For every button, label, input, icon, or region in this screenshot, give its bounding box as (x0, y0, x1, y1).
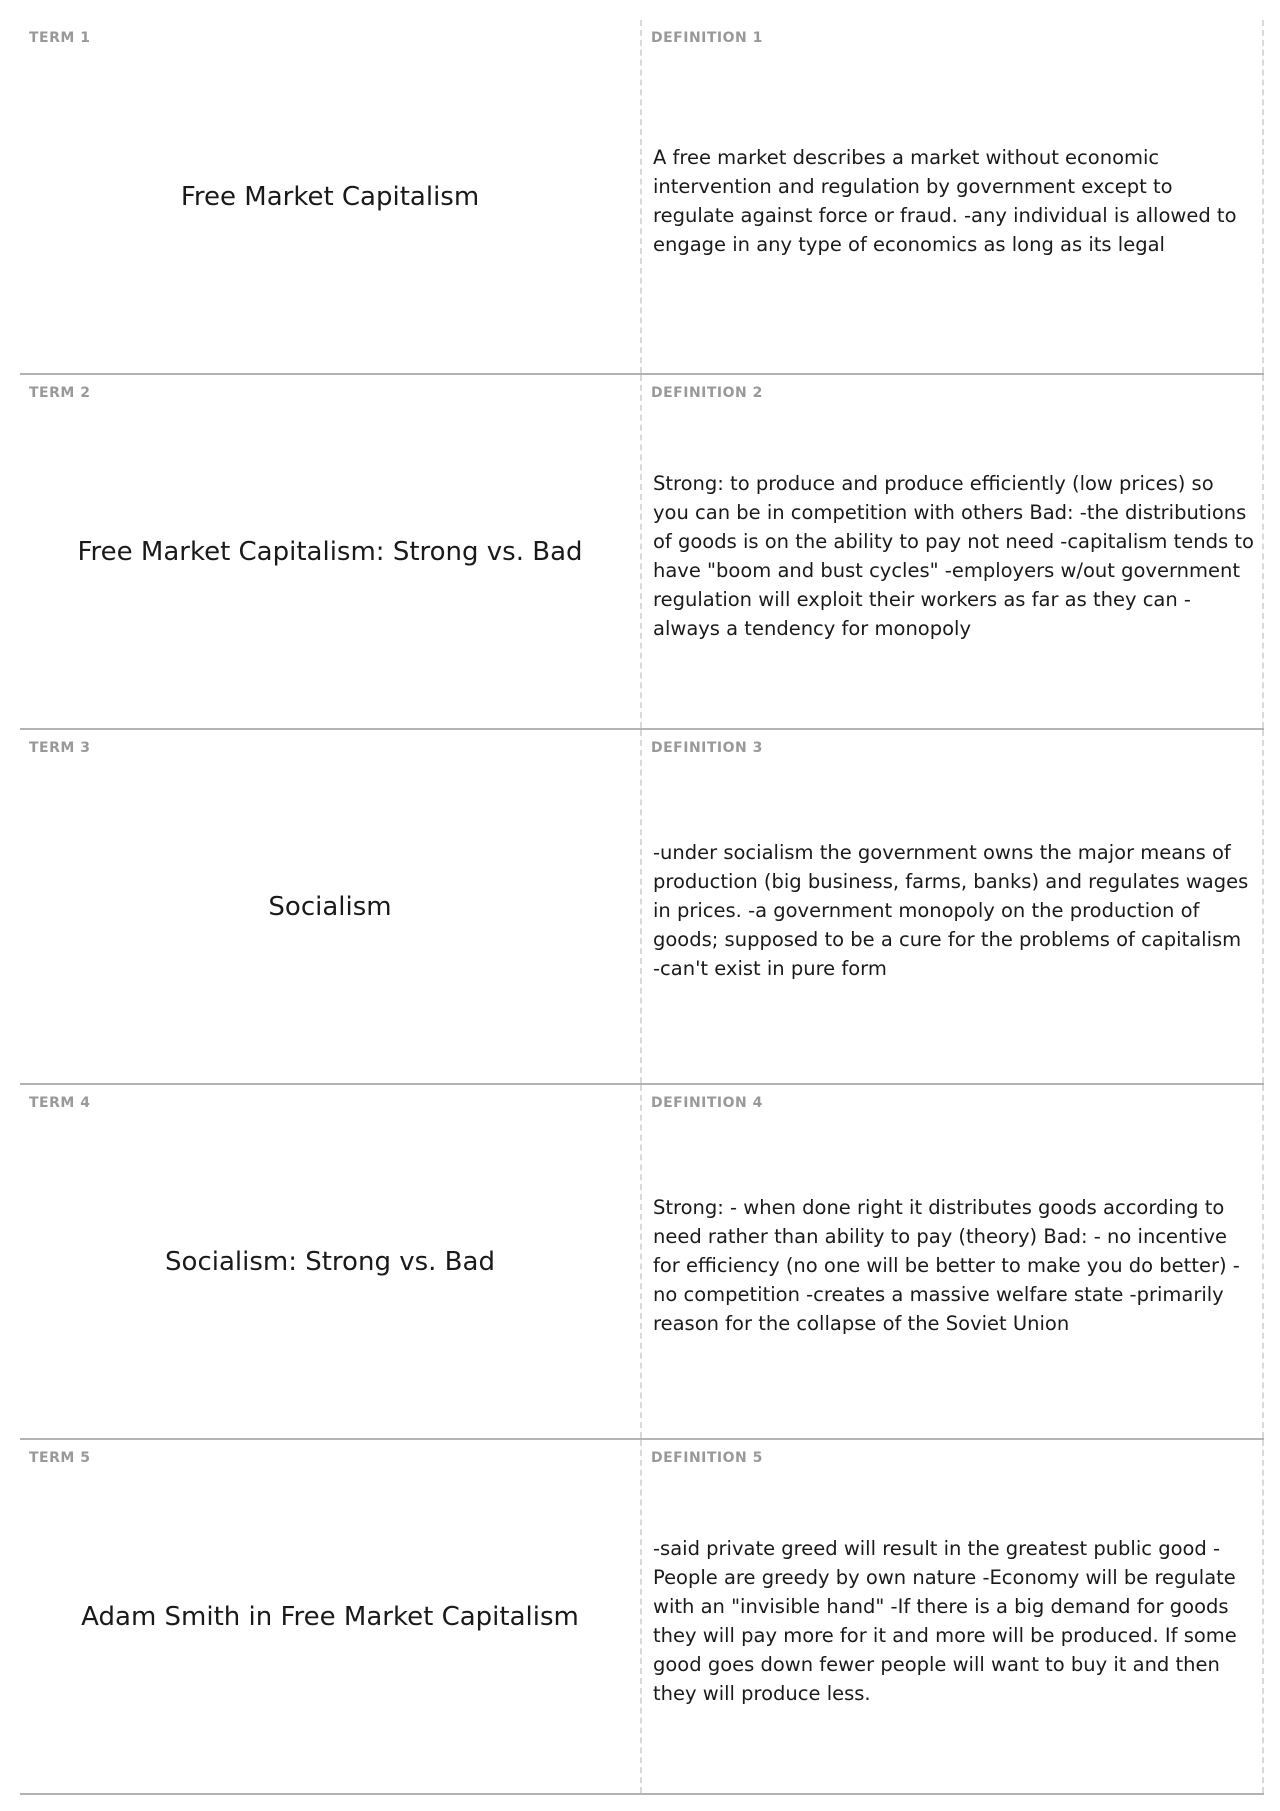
term-cell (20, 730, 642, 1083)
definition-cell (642, 375, 1264, 728)
definition-cell (642, 1085, 1264, 1438)
term-text: Adam Smith in Free Market Capitalism (81, 1601, 579, 1632)
term-label: TERM 4 (29, 1095, 91, 1111)
definition-text: Strong: - when done right it distributes goods according to need rather than ability to pay (theory) Bad: - no incentive for efficiency (no one will be better to make you do better) -no competition -creates a massive welfare state -primarily reason for the collapse of the Soviet Union (653, 1196, 1240, 1335)
definition-label: DEFINITION 3 (651, 740, 763, 756)
definition-label: DEFINITION 5 (651, 1450, 763, 1466)
definition-text: -said private greed will result in the greatest public good -People are greedy by own nature -Economy will be regulate with an "invisible hand" -If there is a big demand for goods they will pay more for it and more will be produced. If some good goes down fewer people will want to buy it and then they will produce less. (653, 1536, 1237, 1705)
term-cell (20, 1440, 642, 1793)
definition-cell (642, 730, 1264, 1083)
term-label: TERM 2 (29, 385, 91, 401)
term-text: Socialism (268, 891, 392, 922)
definition-label: DEFINITION 4 (651, 1095, 763, 1111)
flashcard-row (20, 1440, 1264, 1795)
definition-label: DEFINITION 2 (651, 385, 763, 401)
term-cell (20, 1085, 642, 1438)
term-text: Free Market Capitalism: Strong vs. Bad (77, 536, 583, 567)
definition-text: Strong: to produce and produce efficiently (low prices) so you can be in competition with others Bad: -the distributions of goods is on the ability to pay not need -capitalism tends to have "boom and bust cycles" -employers w/out government regulation will exploit their workers as far as they can -always a tendency for monopoly (653, 471, 1254, 640)
definition-text: A free market describes a market without economic intervention and regulation by government except to regulate against force or fraud. -any individual is allowed to engage in any type of economics as long as its legal (653, 145, 1237, 256)
term-label: TERM 5 (29, 1450, 91, 1466)
term-label: TERM 3 (29, 740, 91, 756)
term-cell (20, 20, 642, 373)
definition-text: -under socialism the government owns the major means of production (big business, farms, banks) and regulates wages in prices. -a government monopoly on the production of goods; supposed to be a cure for the problems of capitalism -can't exist in pure form (653, 841, 1249, 980)
definition-cell (642, 20, 1264, 373)
definition-cell (642, 1440, 1264, 1793)
term-cell (20, 375, 642, 728)
term-text: Socialism: Strong vs. Bad (165, 1246, 495, 1277)
definition-label: DEFINITION 1 (651, 30, 763, 46)
term-label: TERM 1 (29, 30, 91, 46)
flashcard-row (20, 375, 1264, 730)
flashcard-sheet (20, 20, 1264, 1795)
flashcard-row (20, 1085, 1264, 1440)
flashcard-row (20, 20, 1264, 375)
flashcard-row (20, 730, 1264, 1085)
term-text: Free Market Capitalism (180, 181, 480, 212)
